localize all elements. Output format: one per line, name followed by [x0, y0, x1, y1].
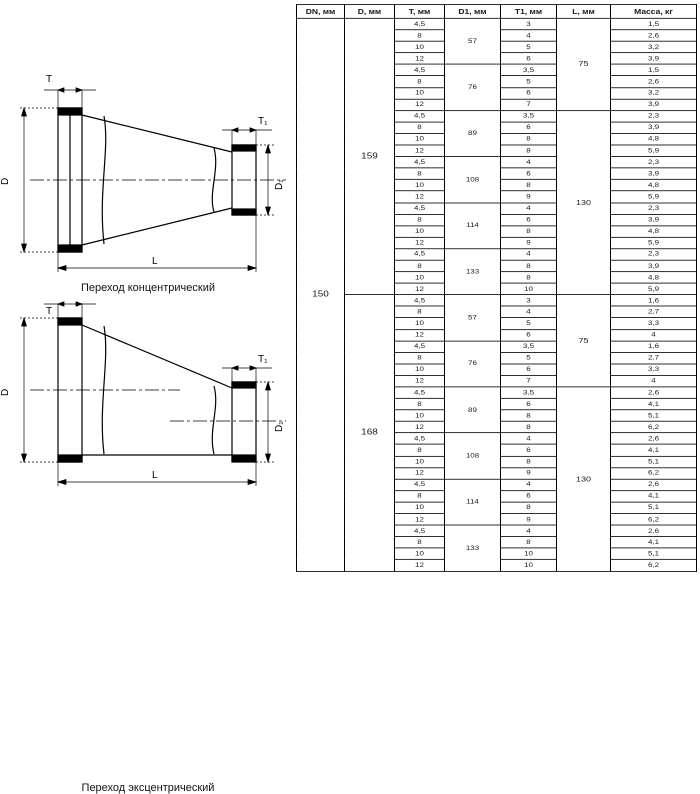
cell-t1: 4: [501, 203, 557, 215]
cell-t1: 8: [501, 226, 557, 238]
label-D: D: [0, 388, 11, 396]
cell-t1: 6: [501, 329, 557, 341]
cell-mass: 3,3: [611, 364, 697, 376]
cell-mass: 2,3: [611, 203, 697, 215]
cell-mass: 4,1: [611, 444, 697, 456]
cell-l: 130: [557, 110, 611, 294]
cell-mass: 1,6: [611, 341, 697, 353]
cell-t: 12: [395, 191, 445, 203]
cell-t1: 5: [501, 318, 557, 330]
cell-t1: 5: [501, 41, 557, 53]
cell-mass: 3,2: [611, 41, 697, 53]
cell-t: 10: [395, 133, 445, 145]
header-l: L, мм: [557, 4, 611, 18]
cell-mass: 4: [611, 375, 697, 387]
label-T: T: [46, 306, 53, 317]
cell-t1: 10: [501, 283, 557, 295]
cell-t: 12: [395, 514, 445, 526]
cell-t: 8: [395, 122, 445, 134]
cell-t1: 8: [501, 145, 557, 157]
cell-mass: 6,2: [611, 514, 697, 526]
label-L: L: [152, 256, 158, 267]
cell-t: 4,5: [395, 433, 445, 445]
cell-mass: 4,8: [611, 272, 697, 284]
cell-dn: 150: [297, 18, 345, 571]
cell-t1: 8: [501, 421, 557, 433]
cell-mass: 6,2: [611, 560, 697, 572]
cell-t1: 5: [501, 76, 557, 88]
cell-t1: 8: [501, 410, 557, 422]
cell-t1: 6: [501, 491, 557, 503]
cell-mass: 5,9: [611, 283, 697, 295]
cell-t1: 8: [501, 260, 557, 272]
cell-t: 10: [395, 410, 445, 422]
cell-mass: 1,5: [611, 64, 697, 76]
cell-t1: 6: [501, 398, 557, 410]
cell-t: 4,5: [395, 64, 445, 76]
cell-t1: 7: [501, 375, 557, 387]
cell-mass: 3,3: [611, 318, 697, 330]
cell-mass: 2,3: [611, 157, 697, 169]
cell-t1: 4: [501, 479, 557, 491]
cell-t: 10: [395, 502, 445, 514]
cell-t: 8: [395, 537, 445, 549]
cell-d: 168: [345, 295, 395, 571]
cell-t: 8: [395, 214, 445, 226]
cell-t1: 8: [501, 133, 557, 145]
cell-mass: 3,9: [611, 53, 697, 65]
cell-mass: 2,6: [611, 525, 697, 537]
cell-mass: 4,8: [611, 180, 697, 192]
header-d1: D1, мм: [445, 4, 501, 18]
header-mass: Масса, кг: [611, 4, 697, 18]
cell-t: 4,5: [395, 341, 445, 353]
cell-mass: 5,9: [611, 145, 697, 157]
cell-t: 12: [395, 283, 445, 295]
cell-t: 8: [395, 444, 445, 456]
cell-t1: 4: [501, 525, 557, 537]
cell-mass: 2,3: [611, 249, 697, 261]
cell-d1: 114: [445, 479, 501, 525]
label-T1: T₁: [258, 354, 268, 365]
cell-t1: 6: [501, 364, 557, 376]
cell-t: 10: [395, 318, 445, 330]
cell-mass: 4,1: [611, 398, 697, 410]
cell-mass: 4,8: [611, 226, 697, 238]
cell-mass: 3,9: [611, 260, 697, 272]
label-D1: D₁: [274, 179, 285, 190]
cell-mass: 2,3: [611, 110, 697, 122]
cell-t: 4,5: [395, 110, 445, 122]
cell-mass: 2,6: [611, 387, 697, 399]
cell-d1: 57: [445, 295, 501, 341]
cell-mass: 2,7: [611, 306, 697, 318]
label-D: D: [0, 177, 11, 185]
cell-t: 10: [395, 456, 445, 468]
cell-t: 8: [395, 30, 445, 42]
cell-mass: 4,1: [611, 491, 697, 503]
cell-d1: 57: [445, 18, 501, 64]
cell-t1: 3,5: [501, 387, 557, 399]
cell-t1: 3,5: [501, 341, 557, 353]
cell-t: 8: [395, 168, 445, 180]
cell-t1: 3: [501, 18, 557, 30]
cell-d1: 114: [445, 203, 501, 249]
cell-t: 12: [395, 560, 445, 572]
table-header-row: [297, 4, 697, 18]
cell-t: 10: [395, 226, 445, 238]
table-row: [297, 295, 697, 307]
cell-t1: 4: [501, 157, 557, 169]
figure-eccentric: [0, 300, 296, 794]
cell-t1: 8: [501, 456, 557, 468]
cell-t: 8: [395, 260, 445, 272]
cell-mass: 3,9: [611, 122, 697, 134]
cell-mass: 2,6: [611, 76, 697, 88]
cell-t1: 4: [501, 30, 557, 42]
cell-t: 4,5: [395, 18, 445, 30]
cell-t: 8: [395, 76, 445, 88]
cell-d1: 108: [445, 433, 501, 479]
cell-t: 4,5: [395, 203, 445, 215]
cell-t: 12: [395, 99, 445, 111]
cell-t: 4,5: [395, 525, 445, 537]
cell-mass: 4,1: [611, 537, 697, 549]
cell-mass: 2,7: [611, 352, 697, 364]
cell-t1: 8: [501, 180, 557, 192]
cell-d1: 133: [445, 525, 501, 571]
header-t: T, мм: [395, 4, 445, 18]
cell-t1: 9: [501, 191, 557, 203]
spec-table: [296, 4, 697, 572]
cell-t: 10: [395, 87, 445, 99]
cell-d1: 89: [445, 387, 501, 433]
cell-mass: 4: [611, 329, 697, 341]
cell-t1: 9: [501, 468, 557, 480]
cell-t: 10: [395, 272, 445, 284]
cell-t1: 9: [501, 237, 557, 249]
cell-d1: 108: [445, 157, 501, 203]
cell-t1: 4: [501, 306, 557, 318]
drawings-panel: [0, 0, 296, 794]
cell-mass: 1,6: [611, 295, 697, 307]
cell-d: 159: [345, 18, 395, 294]
label-T1: T₁: [258, 116, 268, 127]
cell-t: 4,5: [395, 295, 445, 307]
cell-mass: 5,9: [611, 237, 697, 249]
cell-t: 10: [395, 364, 445, 376]
cell-t: 8: [395, 491, 445, 503]
cell-t1: 8: [501, 537, 557, 549]
cell-t1: 10: [501, 548, 557, 560]
eccentric-drawing: [0, 300, 296, 550]
concentric-drawing: [0, 30, 296, 280]
cell-t: 8: [395, 306, 445, 318]
cell-t1: 6: [501, 53, 557, 65]
label-D1: D₁: [274, 421, 285, 432]
cell-mass: 3,9: [611, 168, 697, 180]
cell-t1: 5: [501, 352, 557, 364]
cell-t: 12: [395, 53, 445, 65]
cell-d1: 76: [445, 64, 501, 110]
cell-t: 4,5: [395, 249, 445, 261]
cell-t: 8: [395, 352, 445, 364]
cell-t: 4,5: [395, 479, 445, 491]
cell-t1: 8: [501, 272, 557, 284]
cell-mass: 3,9: [611, 214, 697, 226]
header-t1: T1, мм: [501, 4, 557, 18]
cell-mass: 3,2: [611, 87, 697, 99]
cell-l: 75: [557, 18, 611, 110]
spec-table-wrap: [296, 4, 696, 572]
cell-t1: 6: [501, 87, 557, 99]
header-dn: DN, мм: [297, 4, 345, 18]
cell-mass: 1,5: [611, 18, 697, 30]
cell-t1: 4: [501, 433, 557, 445]
cell-t: 4,5: [395, 157, 445, 169]
cell-mass: 5,1: [611, 548, 697, 560]
cell-t1: 6: [501, 122, 557, 134]
cell-t1: 4: [501, 249, 557, 261]
cell-l: 130: [557, 387, 611, 571]
cell-mass: 6,2: [611, 468, 697, 480]
cell-mass: 4,8: [611, 133, 697, 145]
cell-mass: 6,2: [611, 421, 697, 433]
cell-t: 12: [395, 375, 445, 387]
cell-l: 75: [557, 295, 611, 387]
cell-t: 12: [395, 329, 445, 341]
cell-t1: 3,5: [501, 110, 557, 122]
cell-t1: 3: [501, 295, 557, 307]
cell-t: 12: [395, 145, 445, 157]
cell-mass: 5,1: [611, 456, 697, 468]
table-body: [297, 18, 697, 571]
cell-t1: 3,5: [501, 64, 557, 76]
figure-caption-eccentric: Переход эксцентрический: [81, 782, 215, 794]
cell-mass: 3,9: [611, 99, 697, 111]
figure-caption-concentric: Переход концентрический: [81, 282, 215, 294]
label-L: L: [152, 470, 158, 481]
cell-t: 4,5: [395, 387, 445, 399]
cell-t1: 8: [501, 502, 557, 514]
cell-d1: 76: [445, 341, 501, 387]
cell-t: 10: [395, 41, 445, 53]
cell-mass: 5,1: [611, 502, 697, 514]
cell-t: 12: [395, 421, 445, 433]
cell-t1: 6: [501, 168, 557, 180]
header-d: D, мм: [345, 4, 395, 18]
cell-t1: 6: [501, 444, 557, 456]
cell-mass: 5,1: [611, 410, 697, 422]
cell-t: 8: [395, 398, 445, 410]
figure-concentric: [0, 30, 296, 294]
cell-t: 12: [395, 468, 445, 480]
cell-t1: 10: [501, 560, 557, 572]
cell-mass: 2,6: [611, 433, 697, 445]
cell-t1: 6: [501, 214, 557, 226]
cell-t: 10: [395, 548, 445, 560]
cell-mass: 5,9: [611, 191, 697, 203]
cell-t1: 9: [501, 514, 557, 526]
cell-t: 10: [395, 180, 445, 192]
cell-d1: 89: [445, 110, 501, 156]
table-row: [297, 18, 697, 30]
cell-t1: 7: [501, 99, 557, 111]
cell-mass: 2,6: [611, 479, 697, 491]
cell-t: 12: [395, 237, 445, 249]
cell-mass: 2,6: [611, 30, 697, 42]
label-T: T: [46, 74, 53, 85]
cell-d1: 133: [445, 249, 501, 295]
